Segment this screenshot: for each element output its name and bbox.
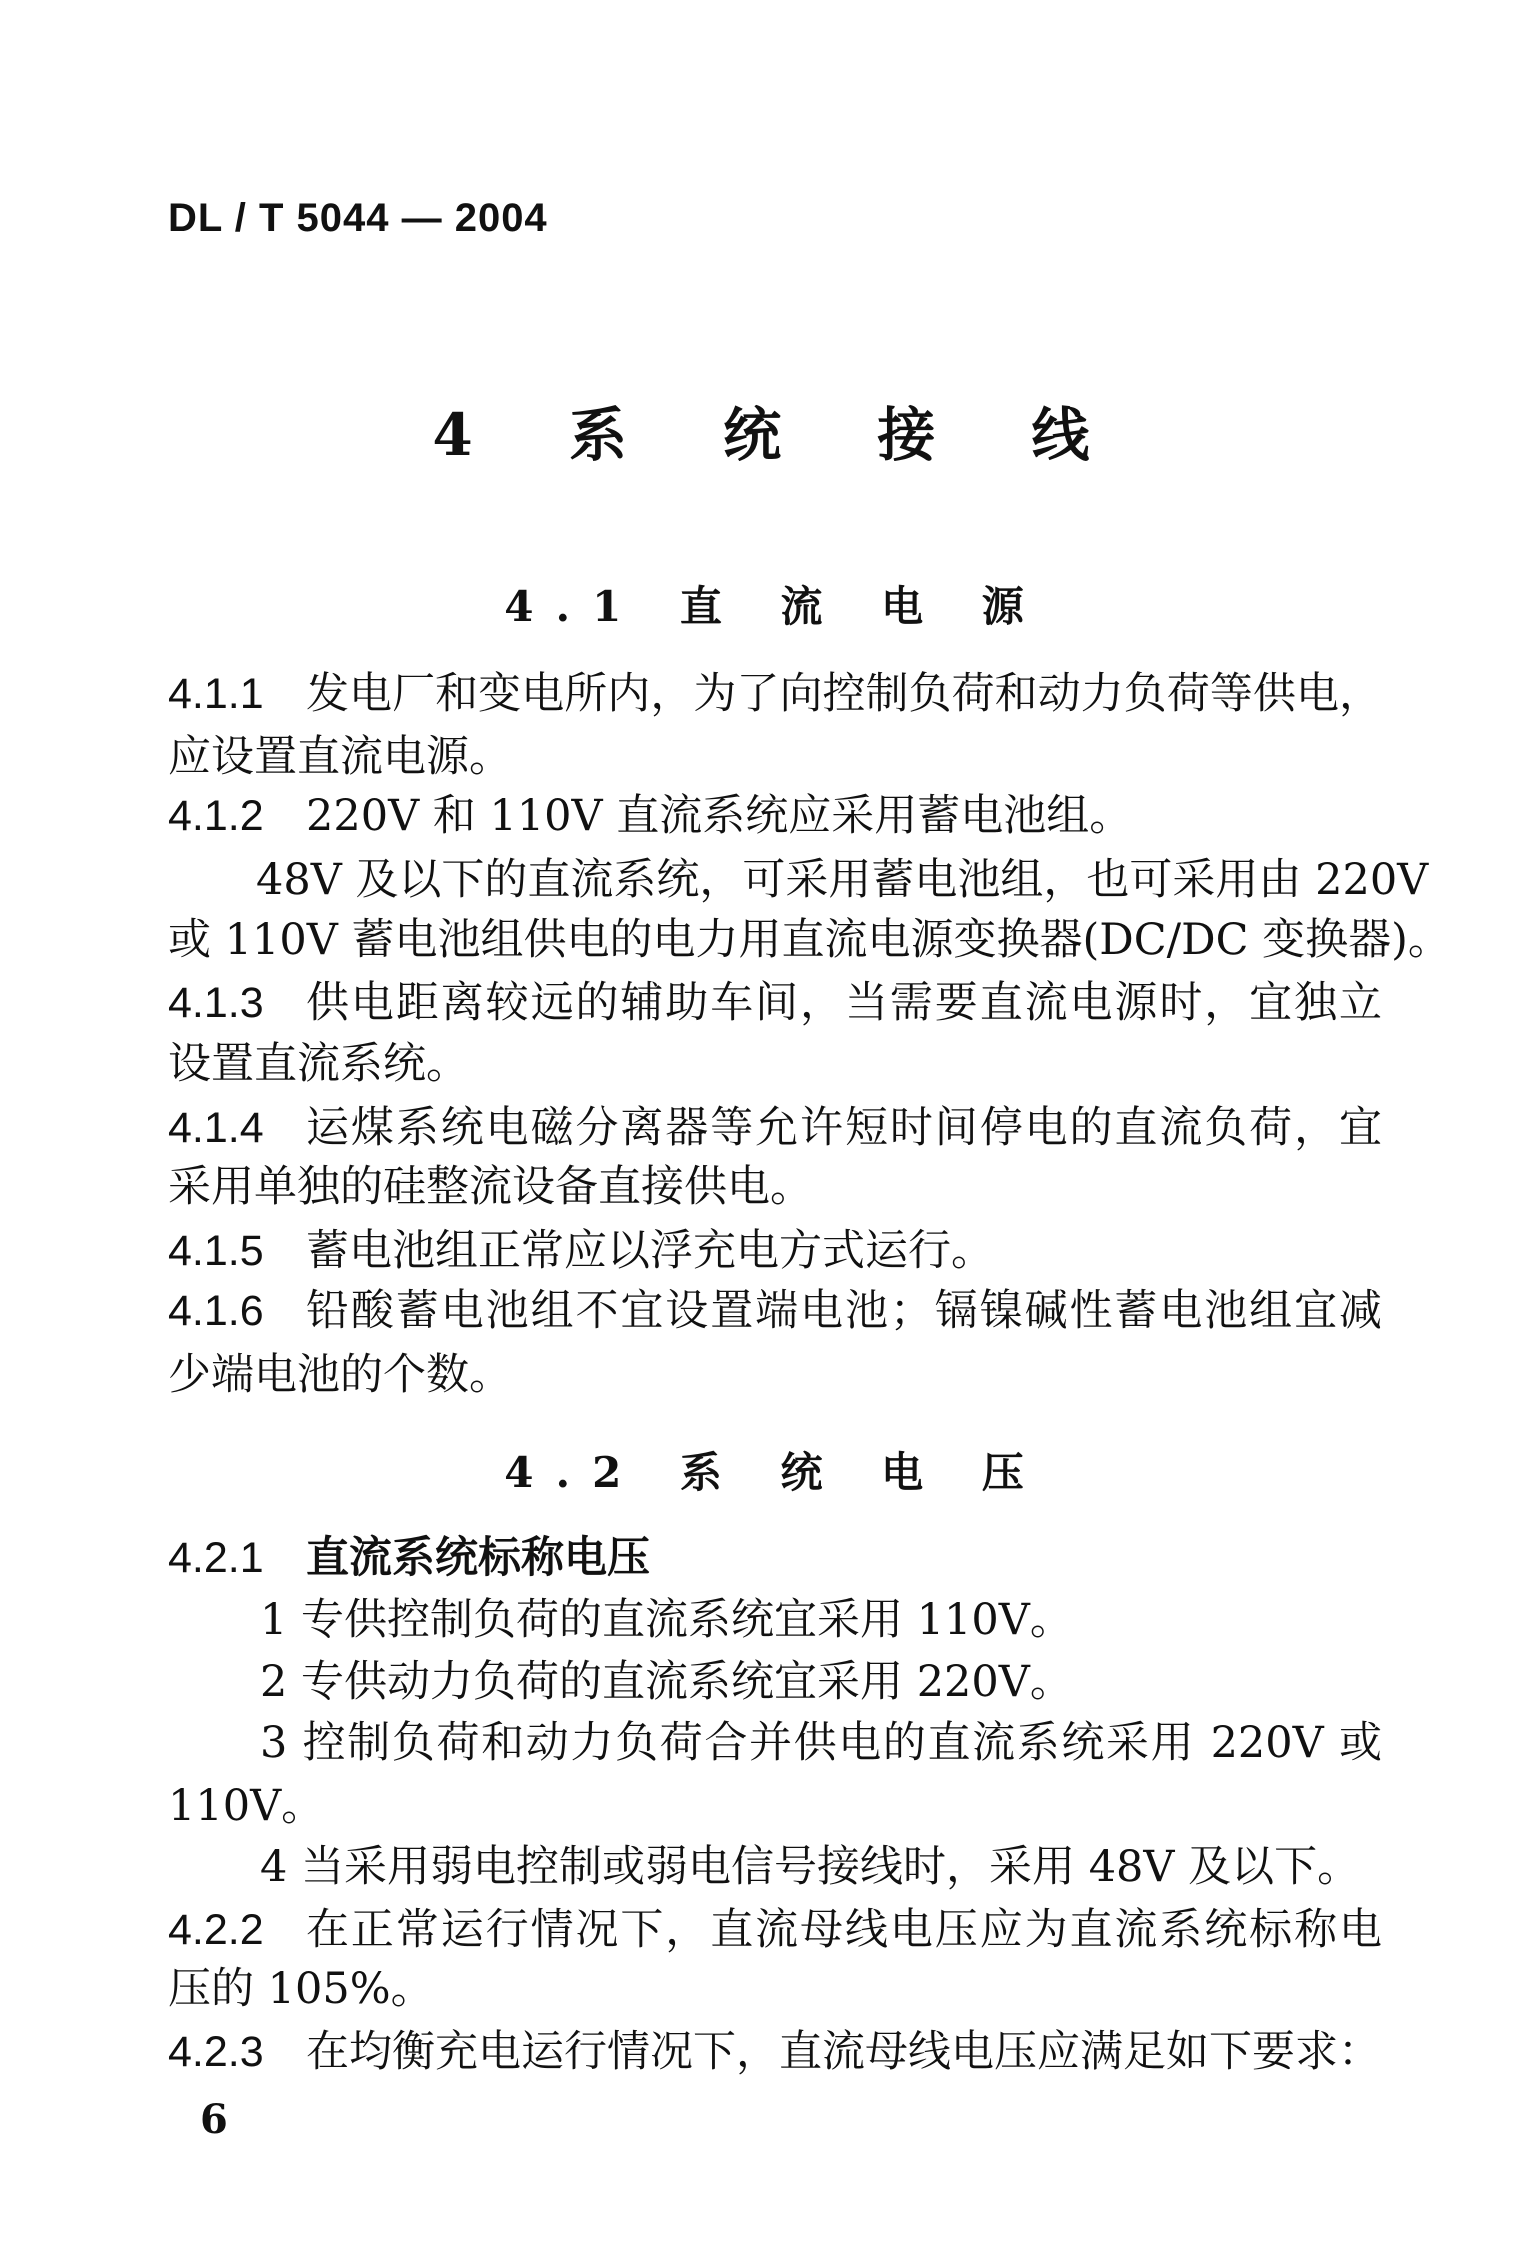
text-line (168, 1528, 1382, 1588)
clause-text: 发电厂和变电所内，为了向控制负荷和动力负荷等供电， (306, 669, 1382, 719)
clause-text: 220V 和 110V 直流系统应采用蓄电池组。 (306, 791, 1133, 841)
text-line (168, 727, 1382, 787)
clause-text: 铅酸蓄电池组不宜设置端电池；镉镍碱性蓄电池组宜减 (306, 1286, 1382, 1336)
clause-number: 4.1.1 (168, 670, 264, 718)
clause-text: 在均衡充电运行情况下，直流母线电压应满足如下要求： (306, 2027, 1381, 2077)
text-line (168, 1776, 1382, 1836)
text-line (168, 2022, 1382, 2082)
clause-text: 48V 及以下的直流系统，可采用蓄电池组，也可采用由 220V (256, 855, 1429, 905)
clause-text: 直流系统标称电压 (306, 1533, 650, 1583)
text-line (168, 1837, 1382, 1897)
text-line (168, 910, 1451, 970)
clause-text: 2 专供动力负荷的直流系统宜采用 220V。 (260, 1657, 1073, 1707)
clause-text: 110V。 (168, 1781, 325, 1831)
clause-text: 蓄电池组正常应以浮充电方式运行。 (306, 1226, 994, 1276)
text-line (168, 1157, 1382, 1217)
text-line (168, 1345, 1382, 1405)
text-line (168, 664, 1382, 724)
clause-number: 4.2.3 (168, 2028, 264, 2076)
section-title-4-1: 4.1 直 流 电 源 (504, 582, 1046, 631)
clause-text: 应设置直流电源。 (168, 732, 512, 782)
clause-number: 4.1.2 (168, 792, 264, 840)
text-line (168, 1221, 1382, 1281)
clause-number: 4.1.5 (168, 1227, 264, 1275)
clause-text: 采用单独的硅整流设备直接供电。 (168, 1162, 813, 1212)
text-line (168, 1590, 1382, 1650)
clause-number: 4.1.6 (168, 1287, 264, 1335)
clause-text: 少端电池的个数。 (168, 1350, 512, 1400)
clause-number: 4.2.1 (168, 1534, 264, 1582)
text-line (168, 1281, 1382, 1341)
text-line (168, 1098, 1382, 1158)
clause-text: 1 专供控制负荷的直流系统宜采用 110V。 (260, 1595, 1073, 1645)
text-line (168, 786, 1382, 846)
clause-text: 供电距离较远的辅助车间，当需要直流电源时，宜独立 (306, 978, 1382, 1028)
clause-text: 运煤系统电磁分离器等允许短时间停电的直流负荷，宜 (306, 1103, 1382, 1153)
text-line (168, 850, 1429, 910)
clause-number: 4.1.4 (168, 1104, 264, 1152)
clause-text: 4 当采用弱电控制或弱电信号接线时，采用 48V 及以下。 (260, 1842, 1361, 1892)
clause-number: 4.1.3 (168, 979, 264, 1027)
text-line (168, 1713, 1382, 1773)
section-title-4-2: 4.2 系 统 电 压 (504, 1448, 1046, 1497)
page-number: 6 (200, 2096, 228, 2143)
text-line (168, 1900, 1382, 1960)
text-line (168, 1959, 1382, 2019)
clause-text: 3 控制负荷和动力负荷合并供电的直流系统采用 220V 或 (260, 1718, 1382, 1768)
clause-text: 设置直流系统。 (168, 1039, 469, 1089)
text-line (168, 1034, 1382, 1094)
clause-text: 或 110V 蓄电池组供电的电力用直流电源变换器(DC/DC 变换器)。 (168, 915, 1451, 965)
text-line (168, 973, 1382, 1033)
document-code-header: DL / T 5044 — 2004 (168, 196, 548, 240)
clause-number: 4.2.2 (168, 1906, 264, 1954)
chapter-title: 4 系 统 接 线 (432, 401, 1118, 469)
text-line (168, 1652, 1382, 1712)
clause-text: 压的 105%。 (168, 1964, 434, 2014)
clause-text: 在正常运行情况下，直流母线电压应为直流系统标称电 (306, 1905, 1382, 1955)
